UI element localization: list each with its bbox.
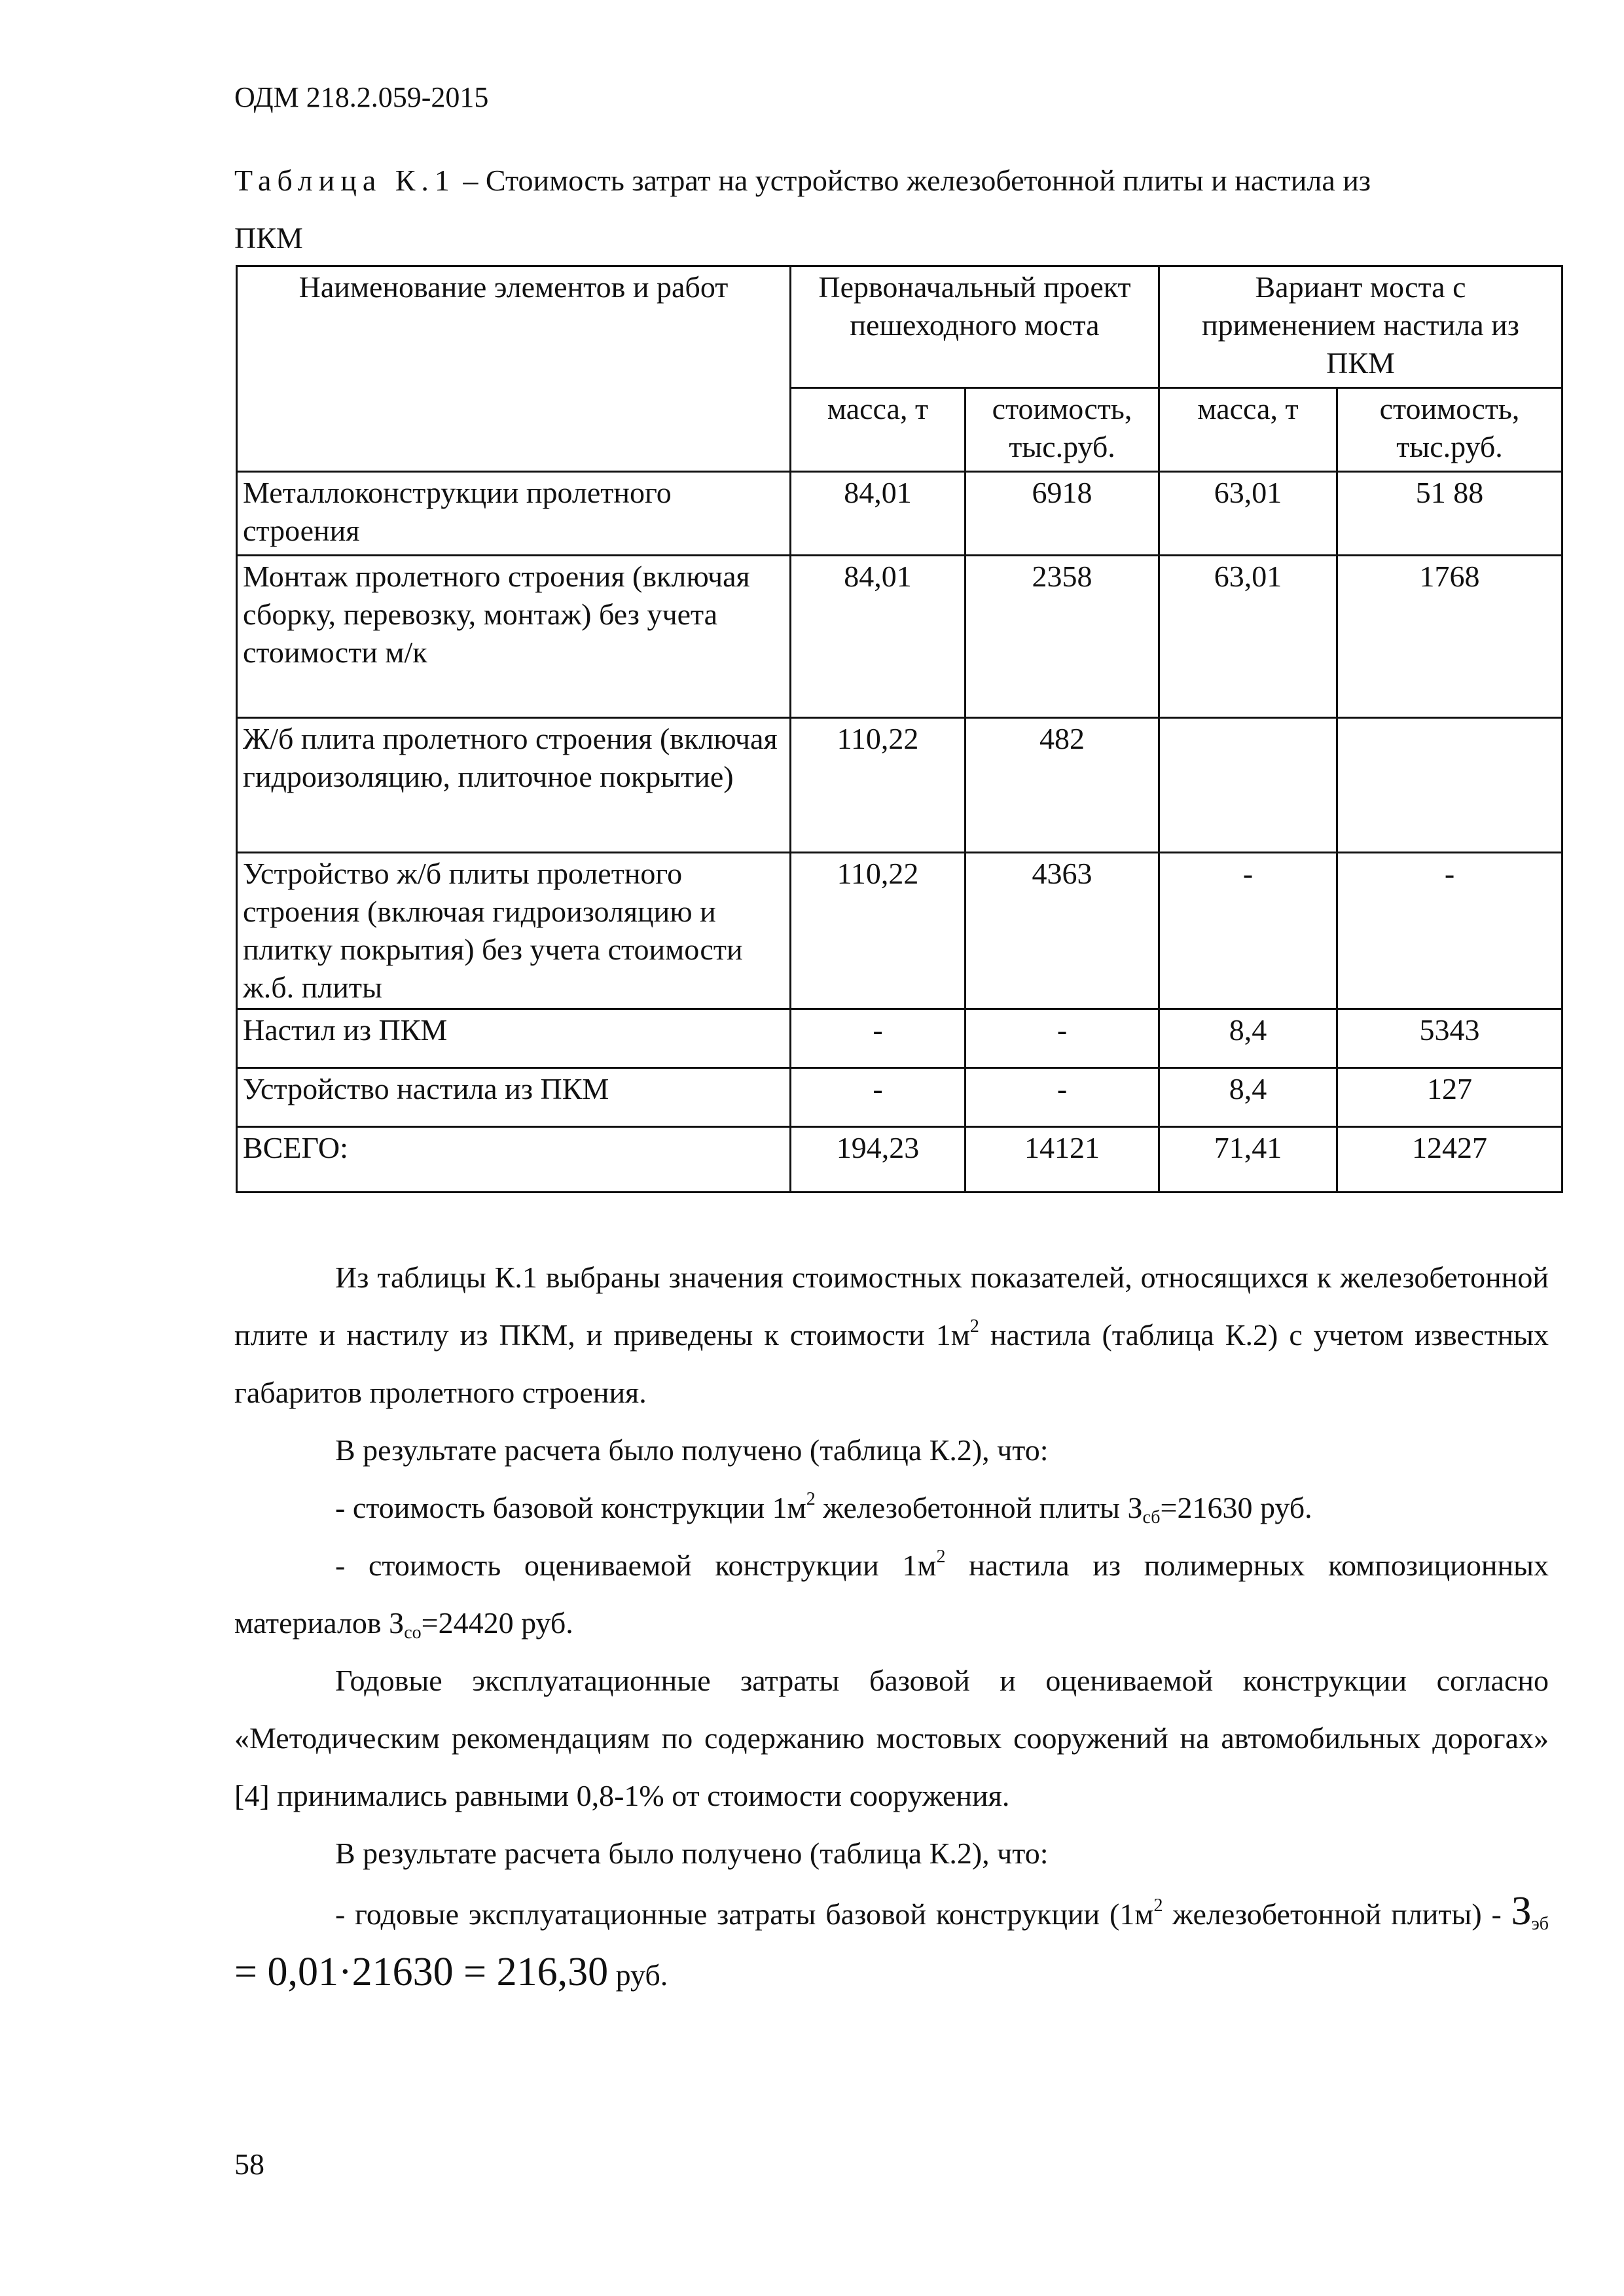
row-mass-original: 110,22 [791,718,965,853]
text-span: железобетонной плиты) - [1163,1897,1511,1931]
row-cost-original: 2358 [965,556,1159,718]
row-mass-pkm: 63,01 [1159,472,1337,556]
cost-table [236,265,1563,1193]
formula-symbol: З [1511,1889,1532,1933]
header-pkm-variant: Вариант моста с применением настила из ПКМ [1159,266,1562,388]
caption-text-line2: ПКМ [234,221,303,255]
row-cost-original: 14121 [965,1127,1159,1193]
caption-dash: – [463,164,478,197]
table-row [237,1009,1562,1068]
header-element-name: Наименование элементов и работ [237,266,791,472]
row-mass-original: - [791,1009,965,1068]
row-cost-pkm: 1768 [1337,556,1562,718]
caption-label: Таблица К.1 [234,164,456,197]
paragraph: Годовые эксплуатационные затраты базовой и оцениваемой конструкции согласно «Методическим рекомендациям по содержанию мостовых сооружений на автомобильных дорогах» [4] принимались равными 0,8-1% от стоимости сооружения. [234,1664,1549,1812]
table-header-row [237,266,1562,388]
row-mass-pkm: 71,41 [1159,1127,1337,1193]
superscript: 2 [936,1547,946,1567]
row-cost-original: - [965,1068,1159,1127]
header-original-project: Первоначальный проект пешеходного моста [791,266,1159,388]
row-cost-pkm: 5343 [1337,1009,1562,1068]
row-mass-original: 110,22 [791,853,965,1009]
formula-subscript: эб [1531,1914,1549,1934]
row-cost-pkm: 51 88 [1337,472,1562,556]
table-row [237,472,1562,556]
row-cost-original: 6918 [965,472,1159,556]
text-span: настила из полимерных композиционных материалов З [234,1549,1549,1640]
row-cost-original: 482 [965,718,1159,853]
row-cost-pkm: 127 [1337,1068,1562,1127]
table-row [237,1068,1562,1127]
row-name: Монтаж пролетного строения (включая сборку, перевозку, монтаж) без учета стоимости м/к [237,556,791,718]
row-name: ВСЕГО: [237,1127,791,1193]
row-mass-pkm: - [1159,853,1337,1009]
caption-text: Стоимость затрат на устройство железобетонной плиты и настила из [485,164,1371,197]
formula-unit: руб. [608,1958,668,1992]
row-cost-pkm: 12427 [1337,1127,1562,1193]
row-name: Устройство ж/б плиты пролетного строения (включая гидроизоляцию и плитку покрытия) без учета стоимости ж.б. плиты [237,853,791,1009]
paragraph [234,1882,1549,2004]
superscript: 2 [1153,1895,1163,1916]
row-name: Устройство настила из ПКМ [237,1068,791,1127]
header-cost-1: стоимость, тыс.руб. [965,388,1159,472]
text-span: - стоимость базовой конструкции 1м [335,1491,806,1524]
text-span: настила (таблица К.2) с учетом известных габаритов пролетного строения. [234,1318,1549,1409]
text-span: =24420 руб. [421,1606,573,1640]
row-mass-pkm: 8,4 [1159,1009,1337,1068]
paragraph: В результате расчета было получено (таблица К.2), что: [335,1837,1049,1870]
header-mass-2: масса, т [1159,388,1337,472]
paragraph: В результате расчета было получено (таблица К.2), что: [335,1433,1049,1467]
row-cost-pkm: - [1337,853,1562,1009]
page-number: 58 [234,2147,264,2181]
header-cost-2: стоимость, тыс.руб. [1337,388,1562,472]
row-mass-original: 194,23 [791,1127,965,1193]
superscript: 2 [969,1316,979,1336]
row-name: Настил из ПКМ [237,1009,791,1068]
table-row-total [237,1127,1562,1193]
text-span: - стоимость оцениваемой конструкции 1м [335,1549,937,1582]
text-span: Из таблицы К.1 выбраны значения стоимостных показателей, относящихся к железобетонной плите и настилу из ПКМ, и приведены к стоимости 1м [234,1261,1549,1352]
paragraph [234,1249,1549,1422]
table-caption [234,152,1549,267]
paragraph [234,1537,1549,1652]
row-cost-pkm [1337,718,1562,853]
row-cost-original: - [965,1009,1159,1068]
table-row [237,556,1562,718]
row-name: Ж/б плита пролетного строения (включая гидроизоляцию, плиточное покрытие) [237,718,791,853]
row-name: Металлоконструкции пролетного строения [237,472,791,556]
text-span: =21630 руб. [1160,1491,1312,1524]
header-mass-1: масса, т [791,388,965,472]
superscript: 2 [806,1489,816,1509]
row-cost-original: 4363 [965,853,1159,1009]
row-mass-pkm: 8,4 [1159,1068,1337,1127]
subscript: со [404,1623,422,1643]
document-code: ОДМ 218.2.059-2015 [234,81,489,113]
body-text [234,1249,1549,2004]
row-mass-original: 84,01 [791,472,965,556]
row-mass-pkm [1159,718,1337,853]
row-mass-pkm: 63,01 [1159,556,1337,718]
row-mass-original: - [791,1068,965,1127]
paragraph [234,1479,1549,1537]
formula-expression: = 0,01·21630 = 216,30 [234,1950,609,1994]
subscript: сб [1142,1507,1161,1528]
table-row [237,853,1562,1009]
text-span: - годовые эксплуатационные затраты базовой конструкции (1м [335,1897,1154,1931]
text-span: железобетонной плиты З [815,1491,1143,1524]
table-row [237,718,1562,853]
row-mass-original: 84,01 [791,556,965,718]
